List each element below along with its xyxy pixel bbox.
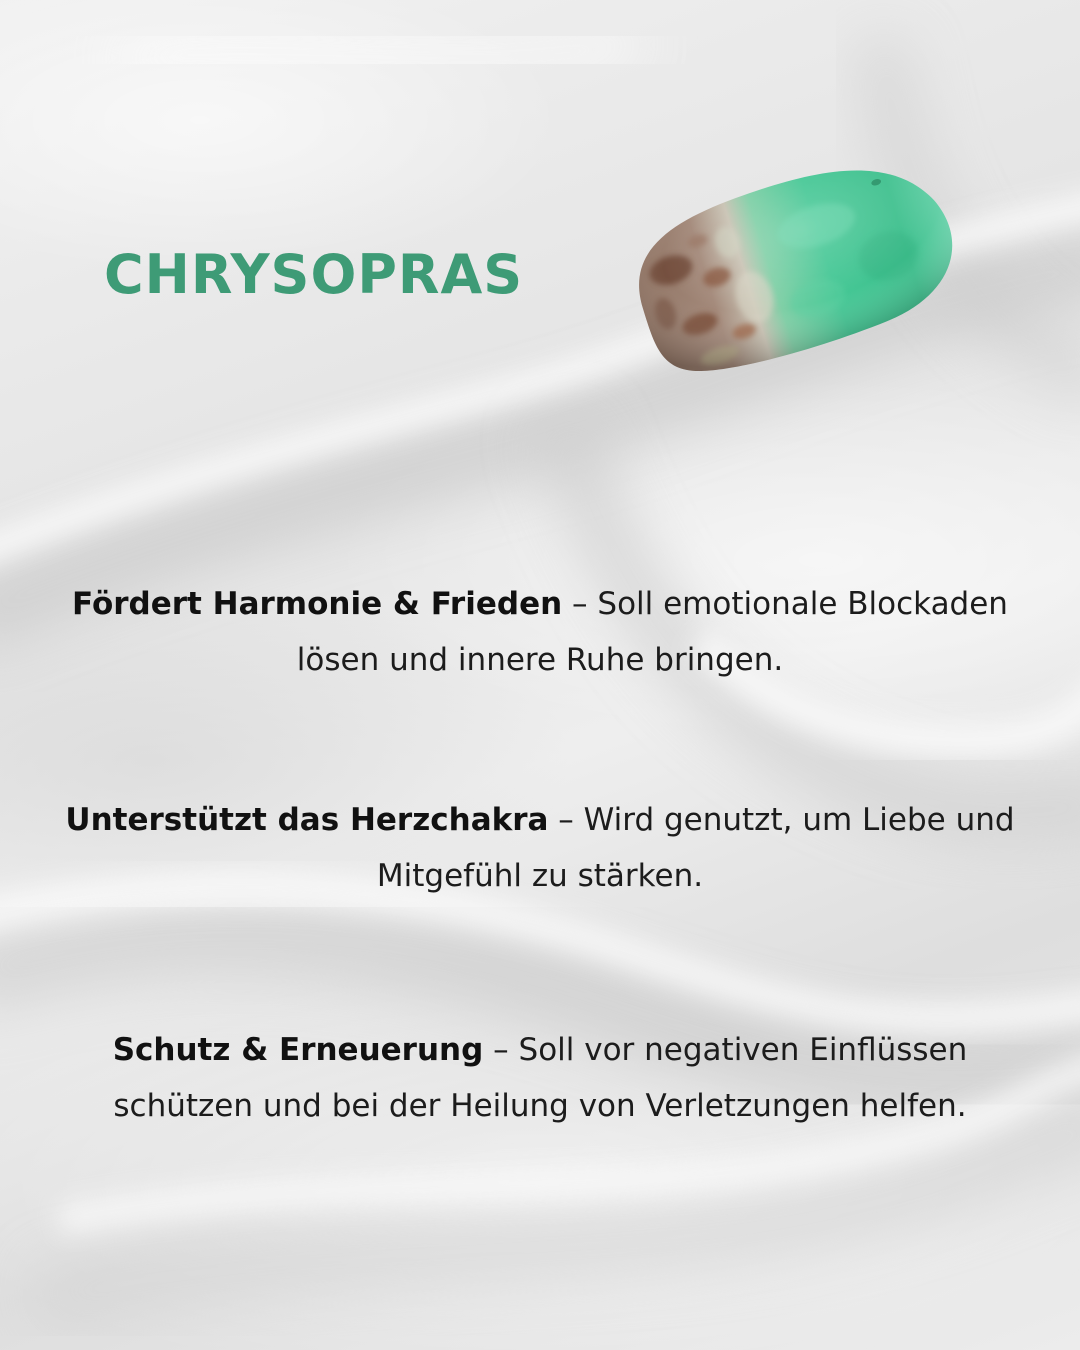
property-heading: Fördert Harmonie & Frieden — [72, 586, 563, 622]
property-separator: – — [562, 586, 598, 622]
property-separator: – — [548, 802, 584, 838]
property-separator: – — [483, 1032, 519, 1068]
chrysopras-stone-image — [598, 148, 964, 394]
property-herzchakra — [40, 792, 1040, 904]
property-heading: Unterstützt das Herzchakra — [65, 802, 549, 838]
property-text: Soll vor negativen Einflüssen schützen und bei der Heilung von Verletzungen helfen. — [113, 1032, 968, 1124]
property-schutz — [40, 1022, 1040, 1134]
property-heading: Schutz & Erneuerung — [112, 1032, 484, 1068]
property-text: Soll emotionale Blockaden lösen und innere Ruhe bringen. — [296, 586, 1008, 678]
page-title: CHRYSOPRAS — [104, 243, 524, 306]
property-harmonie — [40, 576, 1040, 688]
property-text: Wird genutzt, um Liebe und Mitgefühl zu stärken. — [376, 802, 1015, 894]
